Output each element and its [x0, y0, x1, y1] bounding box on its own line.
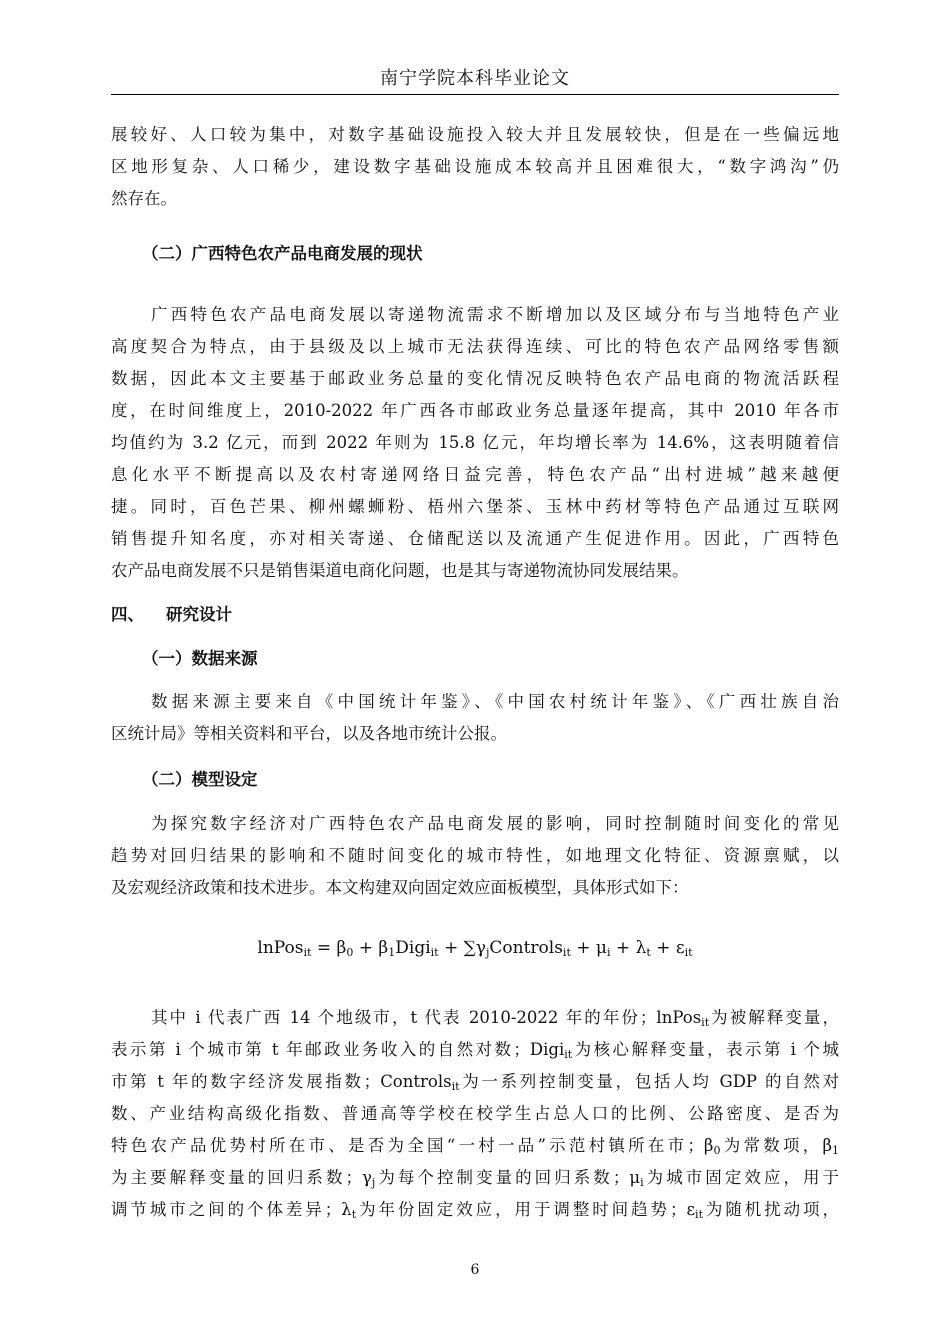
- text-line: 区地形复杂、人口稀少，建设数字基础设施成本较高并且困难很大，“数字鸿沟”仍: [111, 157, 839, 176]
- section-heading: （二）广西特色农产品电商发展的现状: [142, 244, 423, 263]
- text-line: 其中 i 代表广西 14 个地级市，t 代表 2010-2022 年的年份；lnPos$_{it}$为被解释变量，: [151, 1008, 839, 1029]
- text-line: 数据，因此本文主要基于邮政业务总量的变化情况反映特色农产品电商的物流活跃程: [111, 369, 839, 388]
- header-title: 南宁学院本科毕业论文: [380, 68, 570, 89]
- text-line: 市第 t 年的数字经济发展指数；Controls$_{it}$为一系列控制变量，包括人均 GDP 的自然对: [111, 1072, 839, 1093]
- section-number: 四、: [111, 605, 144, 624]
- text-line: 息化水平不断提高以及农村寄递网络日益完善，特色农产品“出村进城”越来越便: [111, 465, 839, 484]
- text-line: 调节城市之间的个体差异；$\lambda_t$为年份固定效应，用于调整时间趋势；$\varepsilon_{it}$为随机扰动项，: [111, 1200, 840, 1221]
- text-line: 数、产业结构高级化指数、普通高等学校在校学生占总人口的比例、公路密度、是否为: [111, 1104, 839, 1123]
- page-number: 6: [470, 1262, 480, 1278]
- text-line: 农产品电商发展不只是销售渠道电商化问题，也是其与寄递物流协同发展结果。: [111, 561, 689, 580]
- subsection-heading: （二）模型设定: [142, 770, 258, 789]
- text-line: 特色农产品优势村所在市、是否为全国“一村一品”示范村镇所在市；$\beta_0$为常数项，$\beta_1$: [111, 1136, 840, 1157]
- text-line: 趋势对回归结果的影响和不随时间变化的城市特性，如地理文化特征、资源禀赋，以: [111, 846, 839, 865]
- text-line: 及宏观经济政策和技术进步。本文构建双向固定效应面板模型，具体形式如下：: [111, 878, 689, 897]
- subsection-heading: （一）数据来源: [142, 649, 258, 668]
- text-line: 表示第 i 个城市第 t 年邮政业务收入的自然对数；Digi$_{it}$为核心解释变量，表示第 i 个城: [111, 1040, 839, 1061]
- header-rule: [111, 94, 839, 95]
- text-line: 区统计局》等相关资料和平台，以及各地市统计公报。: [111, 724, 507, 743]
- text-line: 捷。同时，百色芒果、柳州螺蛳粉、梧州六堡茶、玉林中药材等特色产品通过互联网: [111, 497, 839, 516]
- text-line: 然存在。: [111, 189, 177, 208]
- text-line: 高度契合为特点，由于县级及以上城市无法获得连续、可比的特色农产品网络零售额: [111, 337, 839, 356]
- text-line: 为探究数字经济对广西特色农产品电商发展的影响，同时控制随时间变化的常见: [151, 814, 839, 833]
- text-line: 广西特色农产品电商发展以寄递物流需求不断增加以及区域分布与当地特色产业: [151, 305, 839, 324]
- text-line: 展较好、人口较为集中，对数字基础设施投入较大并且发展较快，但是在一些偏远地: [111, 125, 839, 144]
- text-line: 为主要解释变量的回归系数；$\gamma_j$为每个控制变量的回归系数；$\mu_i$为城市固定效应，用于: [111, 1168, 840, 1189]
- text-line: 数据来源主要来自《中国统计年鉴》、《中国农村统计年鉴》、《广西壮族自治: [151, 692, 839, 711]
- text-line: 销售提升知名度，亦对相关寄递、仓储配送以及流通产生促进作用。因此，广西特色: [111, 529, 839, 548]
- model-equation: lnPos$_{it}$ = $\beta_0$ + $\beta_1Digi_{it}$ + $\sum\gamma_jControls_{it} + \mu_i + \lambda_t + \varepsilon_{it}$: [257, 938, 693, 959]
- text-line: 度，在时间维度上，2010-2022 年广西各市邮政业务总量逐年提高，其中 2010 年各市: [111, 401, 839, 420]
- text-line: 均值约为 3.2 亿元，而到 2022 年则为 15.8 亿元，年均增长率为 14.6%，这表明随着信: [111, 433, 839, 452]
- section-title: 研究设计: [166, 605, 232, 624]
